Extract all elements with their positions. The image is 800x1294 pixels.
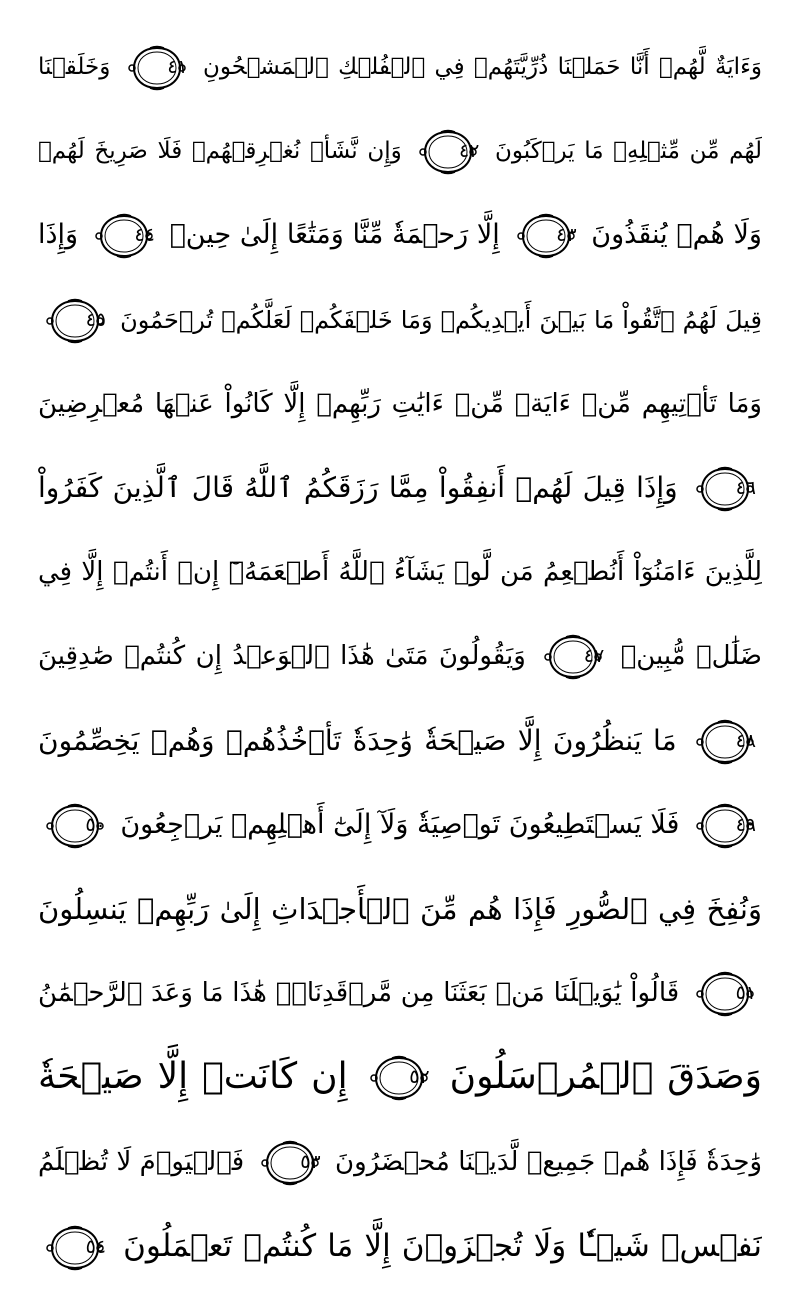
verse-text: إِلَّا رَحۡمَةٗ مِّنَّا وَمَتَٰعًا إِلَىٰ حِينٖ <box>169 219 500 250</box>
text-line <box>38 1203 762 1289</box>
ayah-number: ٤٢ <box>458 139 480 162</box>
verse-text: وَنُفِخَ فِي ٱلصُّورِ فَإِذَا هُم مِّنَ ٱلۡأَجۡدَاثِ إِلَىٰ رَبِّهِمۡ يَنسِلُونَ <box>38 892 762 926</box>
ayah-number: ٤١ <box>167 55 188 78</box>
ayah-number-marker <box>93 213 155 259</box>
text-line <box>38 529 762 615</box>
ayah-number: ٤٣ <box>556 223 577 246</box>
text-line <box>38 445 762 531</box>
ayah-number: ٤٥ <box>85 309 106 331</box>
verse-text: وَإِذَا <box>38 219 79 250</box>
ayah-number-marker <box>515 213 577 259</box>
text-line <box>38 277 762 363</box>
ayah-number: ٥١ <box>735 981 756 1004</box>
ayah-number: ٥٣ <box>300 1150 321 1173</box>
ayah-number: ٤٤ <box>134 223 155 246</box>
verse-text: وَصَدَقَ ٱلۡمُرۡسَلُونَ <box>449 1056 762 1097</box>
ayah-number-marker <box>694 971 756 1017</box>
ayah-number-marker <box>44 1225 106 1271</box>
text-line <box>38 698 762 784</box>
text-line <box>38 613 762 699</box>
ayah-number-marker <box>44 803 106 849</box>
text-line <box>38 782 762 868</box>
verse-text: وَإِن نَّشَأۡ نُغۡرِقۡهُمۡ فَلَا صَرِيخَ لَهُمۡ <box>38 138 402 164</box>
ayah-number-marker <box>417 129 479 175</box>
verse-text: وَإِذَا قِيلَ لَهُمۡ أَنفِقُواْ مِمَّا رَزَقَكُمُ ٱللَّهُ قَالَ ٱلَّذِينَ كَفَرُواْ <box>38 471 678 504</box>
verse-text: قِيلَ لَهُمُ ٱتَّقُواْ مَا بَيۡنَ أَيۡدِيكُمۡ وَمَا خَلۡفَكُمۡ لَعَلَّكُمۡ تُرۡحَمُونَ <box>120 306 762 334</box>
ayah-number-marker <box>694 719 756 765</box>
verse-text: وَءَايَةٌ لَّهُمۡ أَنَّا حَمَلۡنَا ذُرِّيَّتَهُمۡ فِي ٱلۡفُلۡكِ ٱلۡمَشۡحُونِ <box>202 54 762 80</box>
ayah-number-marker <box>694 803 756 849</box>
text-line <box>38 361 762 447</box>
ayah-number-marker <box>259 1140 321 1186</box>
verse-text: إِن كَانَتۡ إِلَّا صَيۡحَةٗ <box>38 1056 348 1097</box>
verse-text: لَهُم مِّن مِّثۡلِهِۦ مَا يَرۡكَبُونَ <box>495 138 762 164</box>
ayah-number: ٤٦ <box>735 477 756 499</box>
ayah-number-marker <box>126 45 188 91</box>
verse-text: فَلَا يَسۡتَطِيعُونَ تَوۡصِيَةٗ وَلَآ إِلَىٰٓ أَهۡلِهِمۡ يَرۡجِعُونَ <box>120 809 680 840</box>
verse-text: وَيَقُولُونَ مَتَىٰ هَٰذَا ٱلۡوَعۡدُ إِن كُنتُمۡ صَٰدِقِينَ <box>38 641 526 671</box>
ayah-number-marker <box>694 466 756 512</box>
text-line <box>38 866 762 952</box>
ayah-number: ٥٠ <box>85 813 106 836</box>
ayah-number-marker <box>44 298 106 344</box>
verse-text: وَلَا هُمۡ يُنقَذُونَ <box>591 219 762 250</box>
text-line <box>38 108 762 194</box>
text-line <box>38 950 762 1036</box>
ayah-number: ٥٢ <box>409 1066 430 1088</box>
text-line <box>38 192 762 278</box>
ayah-number: ٤٩ <box>735 813 756 836</box>
verse-text: مَا يَنظُرُونَ إِلَّا صَيۡحَةٗ وَٰحِدَةٗ تَأۡخُذُهُمۡ وَهُمۡ يَخِصِّمُونَ <box>38 724 677 757</box>
text-line <box>38 24 762 110</box>
verse-text: لِلَّذِينَ ءَامَنُوٓاْ أَنُطۡعِمُ مَن لَّوۡ يَشَآءُ ٱللَّهُ أَطۡعَمَهُۥٓ إِنۡ أَنتُمۡ إِلَّا فِي <box>38 557 762 587</box>
verse-text: قَالُواْ يَٰوَيۡلَنَا مَنۢ بَعَثَنَا مِن مَّرۡقَدِنَاۗۜ هَٰذَا مَا وَعَدَ ٱلرَّحۡمَٰنُ <box>38 978 680 1008</box>
verse-text: فَٱلۡيَوۡمَ لَا تُظۡلَمُ <box>38 1147 245 1177</box>
text-line <box>38 1119 762 1205</box>
ayah-number: ٤٧ <box>583 644 605 667</box>
verse-text: ضَلَٰلٖ مُّبِينٖ <box>620 641 762 671</box>
ayah-number-marker <box>368 1055 430 1101</box>
verse-text: وَٰحِدَةٗ فَإِذَا هُمۡ جَمِيعٞ لَّدَيۡنَا مُحۡضَرُونَ <box>335 1147 762 1177</box>
verse-text: وَمَا تَأۡتِيهِم مِّنۡ ءَايَةٖ مِّنۡ ءَايَٰتِ رَبِّهِمۡ إِلَّا كَانُواْ عَنۡهَا مُعۡرِضِينَ <box>38 389 762 419</box>
ayah-number-marker <box>542 634 604 680</box>
verse-text: وَخَلَقۡنَا <box>38 54 111 80</box>
ayah-number: ٥٤ <box>85 1235 106 1258</box>
verse-text: نَفۡسٞ شَيۡـٔٗا وَلَا تُجۡزَوۡنَ إِلَّا مَا كُنتُمۡ تَعۡمَلُونَ <box>123 1228 762 1264</box>
text-line <box>38 1034 762 1120</box>
ayah-number: ٤٨ <box>735 730 756 752</box>
